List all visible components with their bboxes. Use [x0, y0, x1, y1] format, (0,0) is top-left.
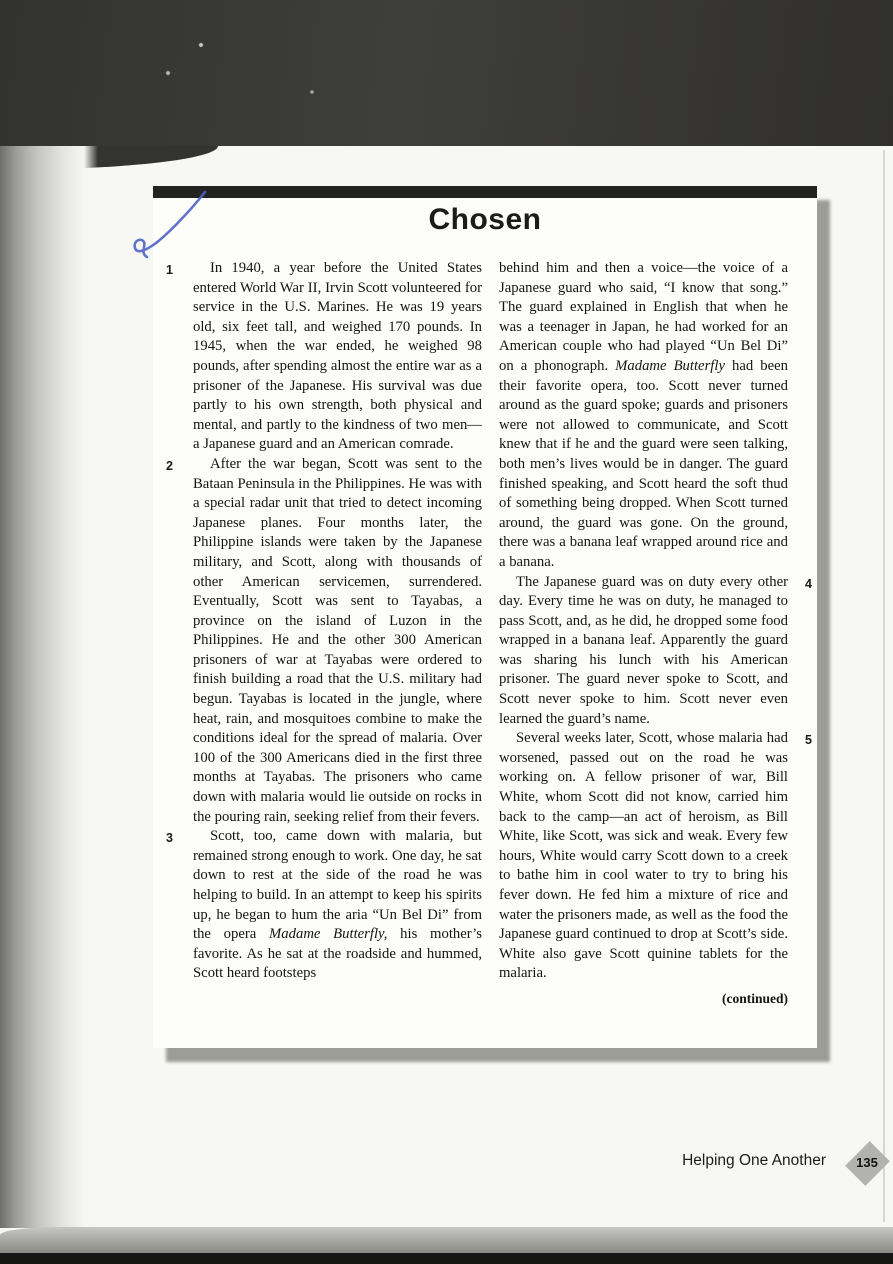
story-paragraph [166, 827, 482, 984]
paragraph-number: 4 [805, 576, 812, 591]
page-right-edge [883, 150, 885, 1222]
right-paragraphs [499, 259, 812, 984]
story-paragraph [166, 259, 482, 455]
italic-text-run: Madame Butterfly, [269, 926, 388, 943]
book-spine-gutter [0, 146, 98, 1228]
footer-section-title: Helping One Another [682, 1152, 826, 1169]
pen-checkmark-annotation [121, 186, 213, 268]
right-column [499, 259, 812, 1048]
text-run: The Japanese guard was on duty every other day. Every time he was on duty, he managed to pass Scott, and, as he did, he dropped some food wrapped in a banana leaf. Apparently the guard was sharing his lunch with his American prisoner. The guard never spoke to Scott, and Scott never spoke to him. Scott never even learned the guard’s name. [499, 573, 788, 727]
paragraph-number: 5 [805, 733, 812, 748]
text-run: Several weeks later, Scott, whose malaria had worsened, passed out on the road he was working on. A fellow prisoner of war, Bill White, whom Scott did not know, carried him back to the camp—an act of heroism, as Bill White, like Scott, was sick and weak. Every few hours, White would carry Scott down to a creek to bathe him in cool water to try to bring his fever down. He fed him a mixture of rice and water the prisoners made, as well as the food the Japanese guard continued to drop at Scott’s side. White also gave Scott quinine tablets for the malaria. [499, 730, 788, 982]
text-run: had been their favorite opera, too. Scott never turned around as the guard spoke; guards and prisoners were not allowed to communicate, and Scott knew that if he and the guard were seen talking, both men’s lives would be in danger. The guard finished speaking, and Scott heard the soft thud of something being dropped. When Scott turned around, the guard was gone. On the ground, there was a banana leaf wrapped around rice and a banana. [499, 357, 788, 570]
story-paragraph [499, 729, 812, 984]
text-run: After the war began, Scott was sent to the Bataan Peninsula in the Philippines. He was with a special radar unit that tried to detect incoming Japanese planes. Four months later, the Philippine islands were taken by the Japanese military, and Scott, along with thousands of other American servicemen, surrendered. Eventually, Scott was sent to Tayabas, a province on the island of Luzon in the Philippines. He and the other 300 American prisoners of war at Tayabas were ordered to finish building a road that the U.S. military had begun. Tayabas is located in the jungle, where heat, rain, and mosquitoes combine to make the conditions ideal for the spread of malaria. Over 100 of the 300 Americans died in the first three months at Tayabas. The prisoners who came down with malaria would lie outside on rocks in the pouring rain, seeking relief from their fevers. [193, 455, 482, 825]
story-columns [153, 259, 817, 1048]
scan-bottom-gray-band [0, 1227, 893, 1253]
page-number: 135 [856, 1155, 878, 1170]
story-paragraph [499, 259, 788, 573]
page-title: Chosen [428, 203, 542, 236]
left-paragraphs [166, 259, 482, 984]
title-rule-bar [153, 186, 817, 198]
text-run: behind him and then a voice—the voice of a Japanese guard who said, “I know that song.” The guard explained in English that when he was a teenager in Japan, he had worked for an American couple who had played “Un Bel Di” on a phonograph. [499, 260, 788, 374]
continued-label: (continued) [721, 990, 788, 1006]
story-card [153, 186, 817, 1048]
italic-text-run: Madame Butterfly [615, 357, 725, 374]
paragraph-number: 2 [166, 458, 173, 473]
story-paragraph [499, 573, 812, 730]
text-run: Scott, too, came down with malaria, but remained strong enough to work. One day, he sat down to rest at the side of the road he was helping to build. In an attempt to keep his spirits up, he began to hum the aria “Un Bel Di” from the opera [193, 828, 482, 943]
scan-bottom-black-band [0, 1253, 893, 1264]
left-column [166, 259, 482, 1048]
story-paragraph [166, 455, 482, 827]
text-run: In 1940, a year before the United States entered World War II, Irvin Scott volunteered for service in the U.S. Marines. He was 19 years old, six feet tall, and weighed 170 pounds. In 1945, when the war ended, he weighed 98 pounds, after spending almost the entire war as a prisoner of the Japanese. His survival was due partly to his own strength, both physical and mental, and partly to the kindness of two men—a Japanese guard and an American comrade. [193, 260, 482, 453]
paragraph-number: 1 [166, 263, 173, 277]
scan-dark-top-band [0, 0, 893, 146]
paragraph-number: 3 [166, 831, 173, 846]
text-run: his mother’s favorite. As he sat at the roadside and hummed, Scott heard footsteps [193, 926, 482, 982]
